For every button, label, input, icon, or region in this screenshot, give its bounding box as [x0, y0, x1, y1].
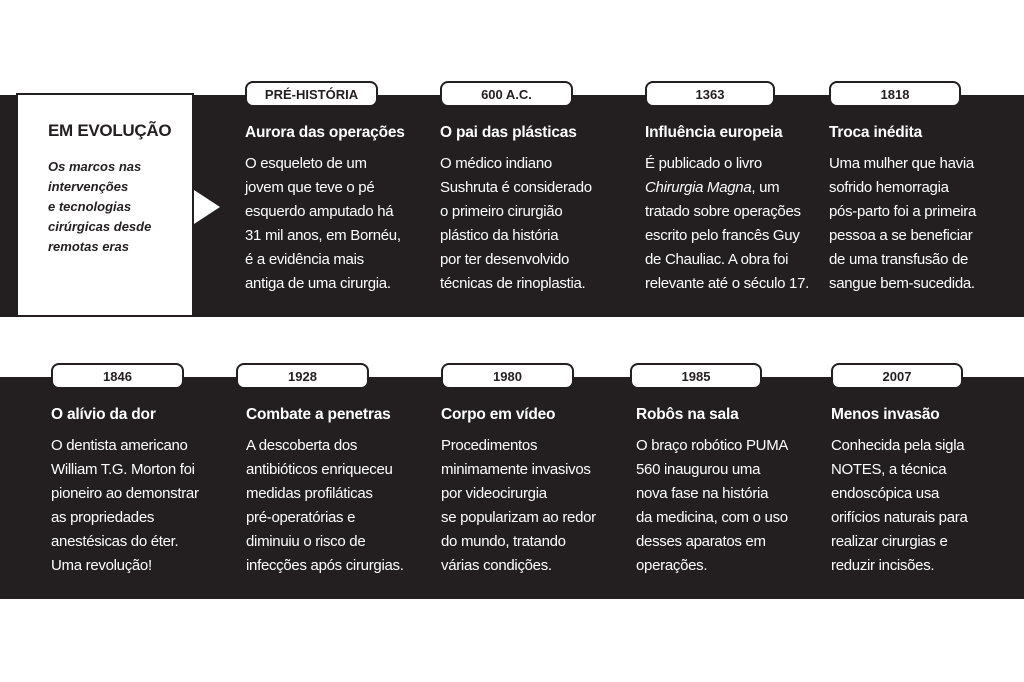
- intro-text: Os marcos nas intervenções e tecnologias cirúrgicas desde remotas eras: [48, 159, 152, 254]
- event-date-pill: 1818: [829, 81, 961, 107]
- event-text: Conhecida pela sigla NOTES, a técnica endoscópica usa orifícios naturais para realizar cirurgias e reduzir incisões.: [831, 437, 968, 574]
- intro-title: EM EVOLUÇÃO: [48, 121, 172, 140]
- event-text: [645, 152, 809, 296]
- event-text: Procedimentos minimamente invasivos por videocirurgia se popularizam ao redor do mundo, tratando várias condições.: [441, 437, 596, 574]
- event-text-suffix: , um tratado sobre operações escrito pelo francês Guy de Chauliac. A obra foi relevante até o século 17.: [645, 179, 809, 292]
- event-title: O pai das plásticas: [440, 124, 577, 141]
- event-date-pill: 1846: [51, 363, 184, 389]
- event-date-pill: 1928: [236, 363, 369, 389]
- event-date-pill: 1980: [441, 363, 574, 389]
- event-text-prefix: É publicado o livro: [645, 155, 762, 172]
- event-text: O esqueleto de um jovem que teve o pé esquerdo amputado há 31 mil anos, em Bornéu, é a evidência mais antiga de uma cirurgia.: [245, 155, 401, 292]
- intro-arrow-icon: [194, 190, 220, 224]
- event-title: Influência europeia: [645, 124, 783, 141]
- event-text: A descoberta dos antibióticos enriqueceu medidas profiláticas pré-operatórias e diminuiu o risco de infecções após cirurgias.: [246, 437, 404, 574]
- event-date-pill: 2007: [831, 363, 963, 389]
- event-title: Combate a penetras: [246, 406, 391, 423]
- event-date-pill: PRÉ-HISTÓRIA: [245, 81, 378, 107]
- event-text: Uma mulher que havia sofrido hemorragia pós-parto foi a primeira pessoa a se beneficiar de uma transfusão de sangue bem-sucedida.: [829, 155, 977, 292]
- event-title: Troca inédita: [829, 124, 923, 141]
- event-date-pill: 1985: [630, 363, 762, 389]
- event-date-pill: 1363: [645, 81, 775, 107]
- event-title: Menos invasão: [831, 406, 940, 423]
- event-text: O médico indiano Sushruta é considerado o primeiro cirurgião plástico da história por ter desenvolvido técnicas de rinoplastia.: [440, 155, 592, 292]
- event-text: O dentista americano William T.G. Morton foi pioneiro ao demonstrar as propriedades anestésicas do éter. Uma revolução!: [51, 437, 199, 574]
- event-title: Robôs na sala: [636, 406, 739, 423]
- event-title: Aurora das operações: [245, 124, 405, 141]
- event-title: O alívio da dor: [51, 406, 156, 423]
- event-title: Corpo em vídeo: [441, 406, 556, 423]
- event-text: O braço robótico PUMA 560 inaugurou uma nova fase na história da medicina, com o uso desses aparatos em operações.: [636, 437, 789, 574]
- intro-box: [16, 93, 194, 317]
- event-date-pill: 600 A.C.: [440, 81, 573, 107]
- book-title: Chirurgia Magna: [645, 179, 752, 196]
